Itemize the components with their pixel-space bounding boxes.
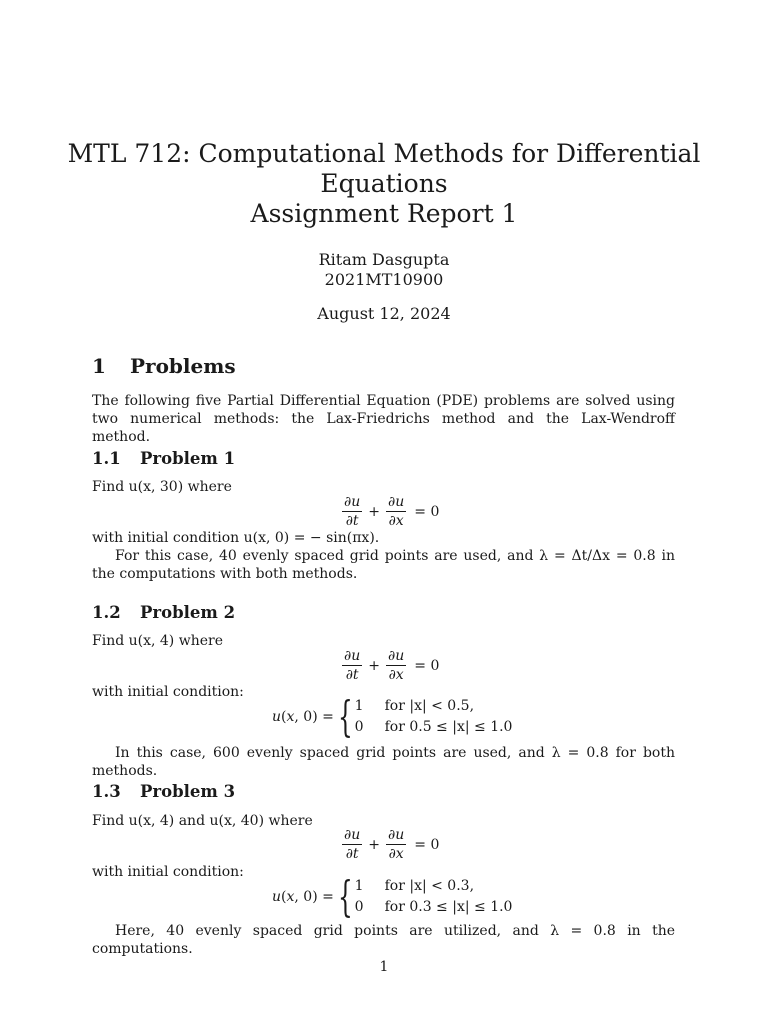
problem-1-initial-condition: with initial condition u(x, 0) = − sin(πx). [92, 530, 380, 546]
case-condition: for 0.3 ≤ |x| ≤ 1.0 [384, 899, 513, 915]
problem-2-note: In this case, 600 evenly spaced grid points are used, and λ = 0.8 for both methods. [92, 745, 675, 779]
author-name: Ritam Dasgupta [318, 250, 450, 269]
problem-3-note: Here, 40 evenly spaced grid points are utilized, and λ = 0.8 in the computations. [92, 923, 675, 957]
subsection-heading-problem-1 [92, 449, 235, 468]
subsection-number: 1.1 [92, 449, 121, 468]
paper-subtitle: Assignment Report 1 [250, 199, 518, 228]
problem-1-equation: $\frac{\partial u}{\partial t}$ + $\frac{\partial u}{\partial x}$ = 0 [344, 494, 440, 529]
case-condition: for |x| < 0.3, [384, 878, 475, 894]
problem-1-note: For this case, 40 evenly spaced grid points are used, and λ = Δt/Δx = 0.8 in the computations with both methods. [92, 548, 675, 582]
report-date: August 12, 2024 [317, 304, 451, 323]
section-number: 1 [92, 354, 106, 378]
problem-2-find: Find u(x, 4) where [92, 633, 223, 649]
problem-3-equation: $\frac{\partial u}{\partial t}$ + $\frac{\partial u}{\partial x}$ = 0 [344, 827, 440, 862]
subsection-heading-problem-2 [92, 603, 235, 622]
case-condition: for 0.5 ≤ |x| ≤ 1.0 [384, 719, 513, 735]
page-number: 1 [379, 959, 389, 975]
problem-3-initial-label: with initial condition: [92, 864, 244, 880]
paper-title-line-2: Equations [320, 169, 448, 198]
subsection-title: Problem 2 [140, 603, 236, 622]
problem-2-equation: $\frac{\partial u}{\partial t}$ + $\frac{\partial u}{\partial x}$ = 0 [344, 648, 440, 683]
subsection-title: Problem 3 [140, 782, 236, 801]
problem-2-initial-label: with initial condition: [92, 684, 244, 700]
case-condition: for |x| < 0.5, [384, 698, 475, 714]
problem-3-find: Find u(x, 4) and u(x, 40) where [92, 813, 313, 829]
section-title: Problems [130, 354, 236, 378]
subsection-number: 1.2 [92, 603, 121, 622]
section-heading-problems [92, 354, 236, 378]
entry-number: 2021MT10900 [324, 270, 444, 289]
problem-3-piecewise: u(x, 0) = { 1 for |x| < 0.3, 0 for 0.3 ≤ |x| ≤ 1.0 [272, 872, 513, 921]
subsection-number: 1.3 [92, 782, 121, 801]
paper-title-line-1: MTL 712: Computational Methods for Differential [67, 139, 701, 168]
subsection-title: Problem 1 [140, 449, 236, 468]
subsection-heading-problem-3 [92, 782, 235, 801]
section-intro: The following five Partial Differential Equation (PDE) problems are solved using two numerical methods: the Lax-Friedrichs method and the Lax-Wendroff method. [92, 393, 675, 445]
problem-1-find: Find u(x, 30) where [92, 479, 232, 495]
problem-2-piecewise: u(x, 0) = { 1 for |x| < 0.5, 0 for 0.5 ≤ |x| ≤ 1.0 [272, 692, 513, 741]
